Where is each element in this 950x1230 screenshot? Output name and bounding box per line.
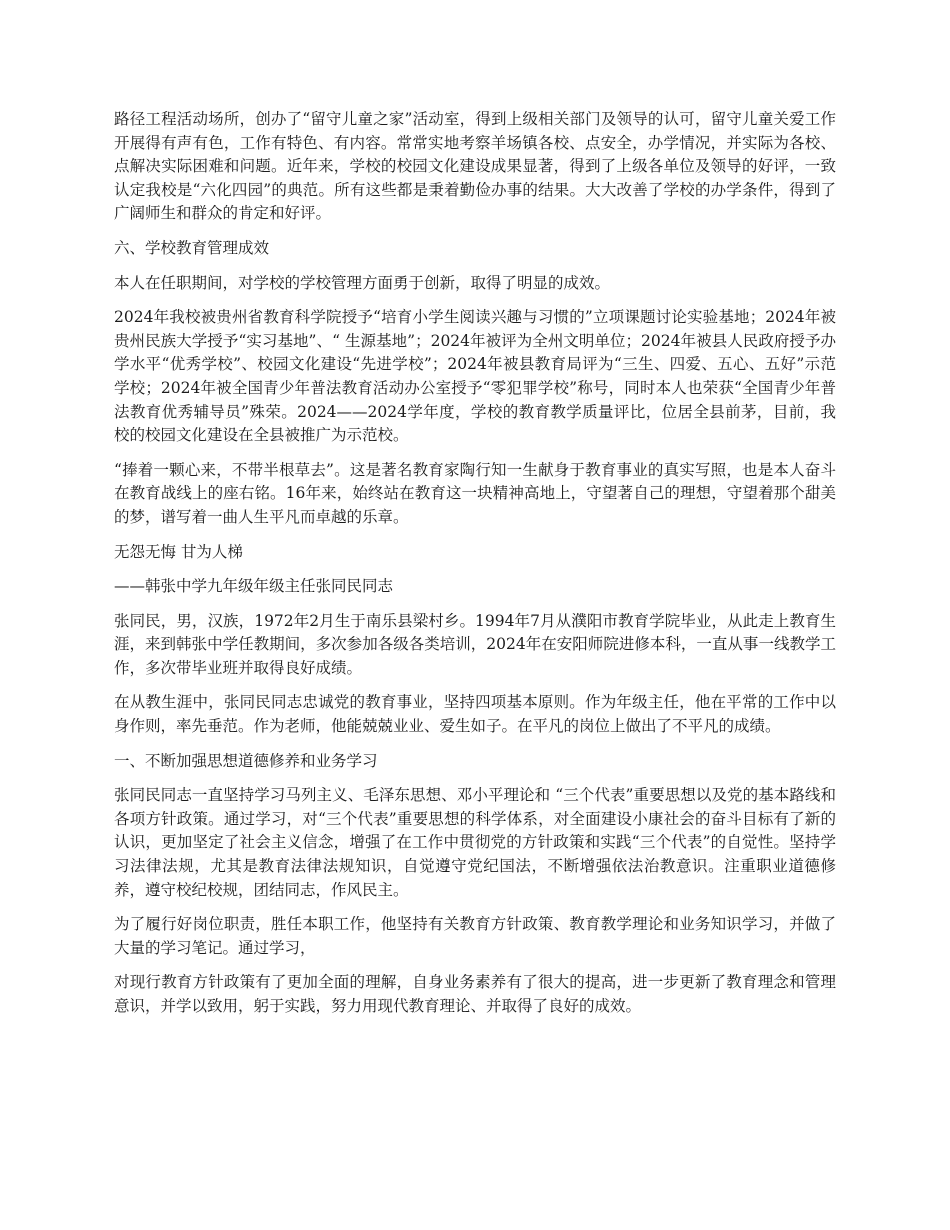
section-heading-study: 一、不断加强思想道德修养和业务学习	[114, 751, 378, 770]
paragraph-results: 对现行教育方针政策有了更加全面的理解，自身业务素养有了很大的提高，进一步更新了教育理念和管理意识，并学以致用，躬于实践，努力用现代教育理论、并取得了良好的成效。	[114, 973, 836, 1015]
article-title: 无怨无悔 甘为人梯	[114, 542, 243, 561]
document-page	[114, 108, 836, 1030]
paragraph-political-study: 张同民同志一直坚持学习马列主义、毛泽东思想、邓小平理论和 “三个代表”重要思想以及党的基本路线和各项方针政策。通过学习，对“三个代表”重要思想的科学体系，对全面建设小康社会的奋斗目标有了新的认识，更加坚定了社会主义信念，增强了在工作中贯彻党的方针政策和实践“三个代表”的自觉性。坚持学习法律法规，尤其是教育法律法规知识，自觉遵守党纪国法，不断增强依法治教意识。注重职业道德修养，遵守校纪校规，团结同志，作风民主。	[114, 786, 836, 899]
paragraph-biography: 张同民，男，汉族，1972年2月生于南乐县梁村乡。1994年7月从濮阳市教育学院毕业，从此走上教育生涯，来到韩张中学任教期间，多次参加各级各类培训，2024年在安阳师院进修本科，一直从事一线教学工作，多次带毕业班并取得良好成绩。	[114, 611, 836, 677]
section-heading-management: 六、学校教育管理成效	[114, 238, 270, 257]
paragraph-honors: 2024年我校被贵州省教育科学院授予“培育小学生阅读兴趣与习惯的”立项课题讨论实验基地；2024年被贵州民族大学授予“实习基地”、“ 生源基地”；2024年被评为全州文明单位；2024年被县人民政府授予办学水平“优秀学校”、校园文化建设“先进学校”；2024年被县教育局评为“三生、四爱、五心、五好”示范学校；2024年被全国青少年普法教育活动办公室授予“零犯罪学校”称号，同时本人也荣获“全国青少年普法教育优秀辅导员”殊荣。2024——2024学年度，学校的教育教学质量评比，位居全县前茅，目前，我校的校园文化建设在全县被推广为示范校。	[114, 308, 836, 445]
paragraph-innovation: 本人在任职期间，对学校的学校管理方面勇于创新，取得了明显的成效。	[114, 273, 611, 292]
paragraph-career: 在从教生涯中，张同民同志忠诚党的教育事业，坚持四项基本原则。作为年级主任，他在平常的工作中以身作则，率先垂范。作为老师，他能兢兢业业、爱生如子。在平凡的岗位上做出了不平凡的成绩。	[114, 693, 836, 736]
article-subtitle: ——韩张中学九年级年级主任张同民同志	[114, 577, 394, 596]
paragraph-campus-culture: 路径工程活动场所，创办了“留守儿童之家”活动室，得到上级相关部门及领导的认可，留守儿童关爱工作开展得有声有色，工作有特色、有内容。常常实地考察羊场镇各校、点安全，办学情况，并实际为各校、点解决实际困难和问题。近年来，学校的校园文化建设成果显著，得到了上级各单位及领导的好评，一致认定我校是“六化四园”的典范。所有这些都是秉着勤俭办事的结果。大大改善了学校的办学条件，得到了广阔师生和群众的肯定和好评。	[114, 110, 836, 223]
paragraph-duty: 为了履行好岗位职责，胜任本职工作，他坚持有关教育方针政策、教育教学理论和业务知识学习，并做了大量的学习笔记。通过学习，	[114, 915, 836, 957]
paragraph-motto: “捧着一颗心来，不带半根草去”。这是著名教育家陶行知一生献身于教育事业的真实写照，也是本人奋斗在教育战线上的座右铭。16年来，始终站在教育这一块精神高地上，守望著自己的理想，守望着那个甜美的梦，谱写着一曲人生平凡而卓越的乐章。	[114, 460, 836, 526]
